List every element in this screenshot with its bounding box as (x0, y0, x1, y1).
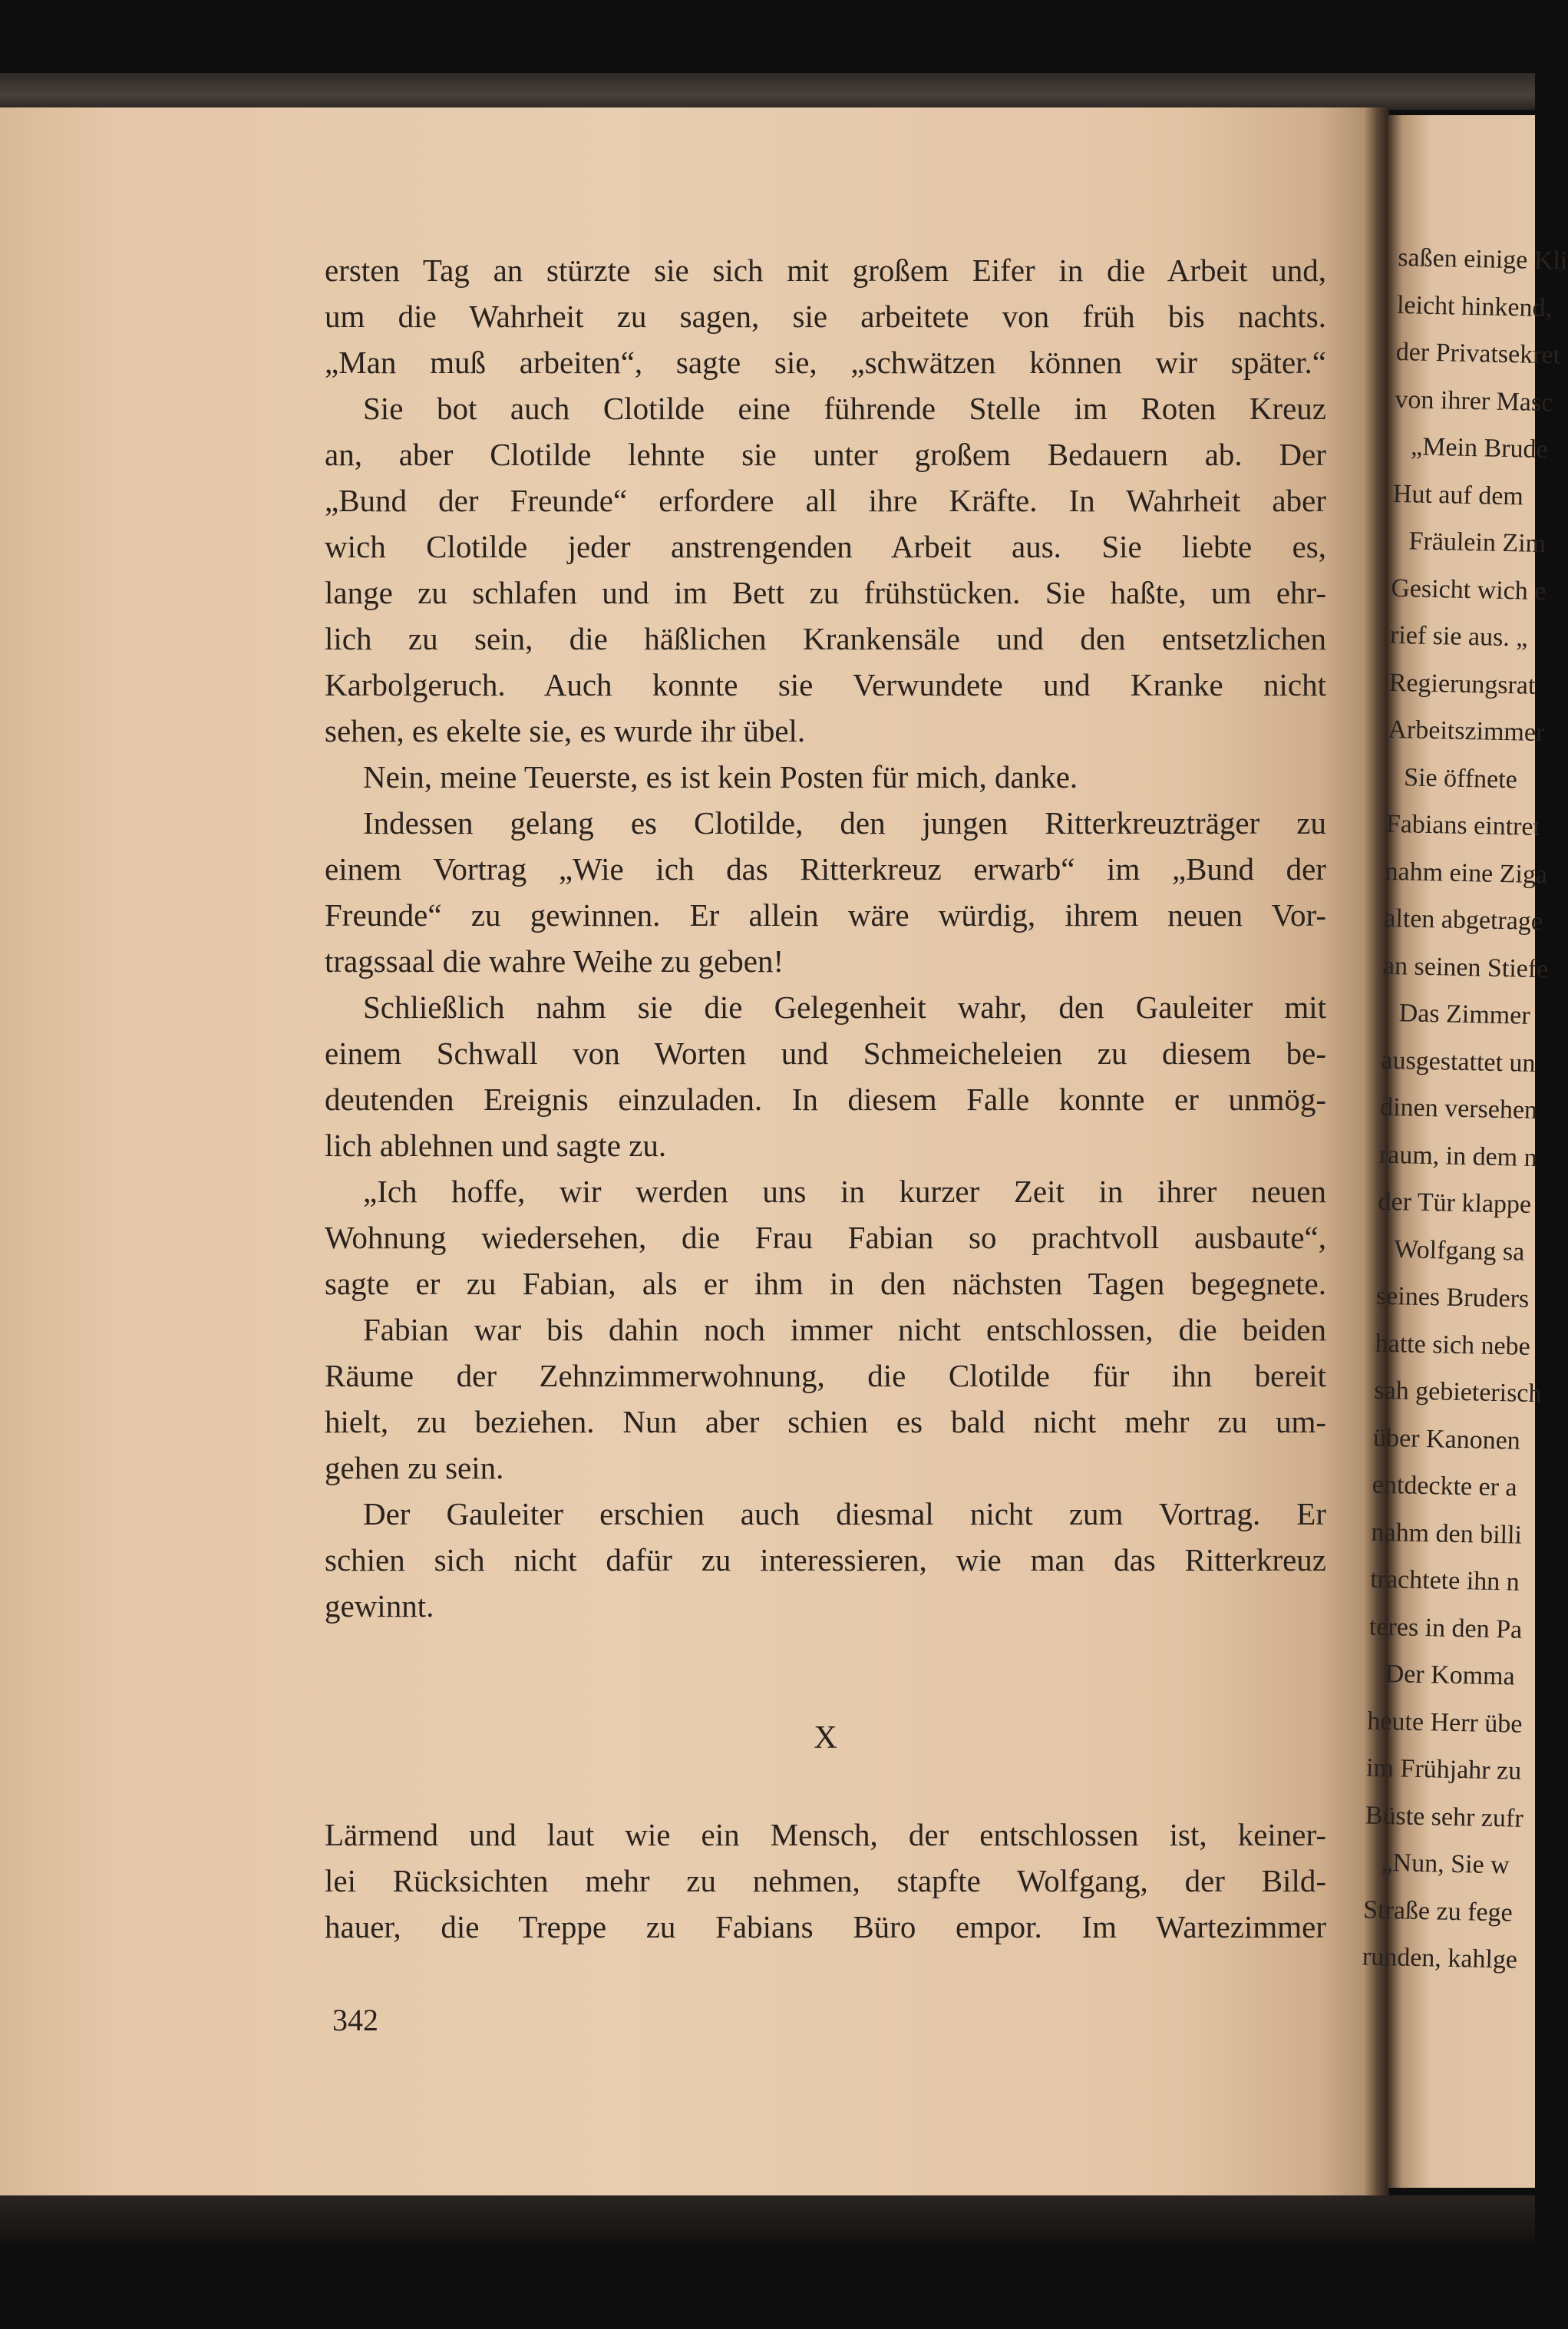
right-page-text-line: der Privatsekret (1395, 337, 1561, 370)
text-line: einem Vortrag „Wie ich das Ritterkreuz erwarb“ im „Bund der (325, 851, 1326, 887)
right-page-text-line: Hut auf dem (1392, 479, 1524, 510)
right-page-text-line: alten abgetrage (1383, 904, 1543, 937)
text-line: lich ablehnen und sagte zu. (325, 1128, 667, 1163)
text-line: Wohnung wiedersehen, die Frau Fabian so prachtvoll ausbaute“, (325, 1220, 1326, 1255)
right-page-text-line: Das Zimmer (1398, 999, 1531, 1030)
text-line: Nein, meine Teuerste, es ist kein Posten für mich, danke. (363, 759, 1078, 795)
text-line: Karbolgeruch. Auch konnte sie Verwundete und Kranke nicht (325, 667, 1326, 702)
text-line: lange zu schlafen und im Bett zu frühstücken. Sie haßte, um ehr- (325, 575, 1326, 610)
right-page-text-line: Sie öffnete (1403, 762, 1518, 794)
text-line: sagte er zu Fabian, als er ihm in den nächsten Tagen begegnete. (325, 1266, 1326, 1301)
right-page-text-line: Arbeitszimmer (1388, 715, 1545, 748)
text-line: sehen, es ekelte sie, es wurde ihr übel. (325, 713, 806, 748)
right-page-text-line: dinen versehen (1379, 1092, 1538, 1125)
right-page-text-line: raum, in dem n (1378, 1140, 1538, 1172)
text-line: lich zu sein, die häßlichen Krankensäle und den entsetzlichen (325, 621, 1326, 656)
text-line: hielt, zu beziehen. Nun aber schien es bald nicht mehr zu um- (325, 1404, 1326, 1439)
right-page-text-line: rief sie aus. „ (1389, 620, 1528, 652)
text-line: Lärmend und laut wie ein Mensch, der entschlossen ist, keiner- (325, 1817, 1326, 1852)
right-page-text-line: über Kanonen (1372, 1423, 1521, 1455)
text-line: Indessen gelang es Clotilde, den jungen Ritterkreuzträger zu (363, 805, 1326, 841)
text-line: „Man muß arbeiten“, sagte sie, „schwätzen können wir später.“ (325, 345, 1326, 380)
right-page-text-line: „Nun, Sie w (1381, 1848, 1510, 1880)
book-cover-top-edge (0, 73, 1535, 110)
text-line: ersten Tag an stürzte sie sich mit großem Eifer in die Arbeit und, (325, 253, 1326, 288)
text-line: „Bund der Freunde“ erfordere all ihre Kräfte. In Wahrheit aber (325, 483, 1326, 518)
text-line: Schließlich nahm sie die Gelegenheit wahr, den Gauleiter mit (363, 989, 1326, 1025)
right-page-text-line: heute Herr übe (1367, 1706, 1523, 1739)
right-page-text-line: nahm eine Ziga (1385, 857, 1548, 889)
right-page-text-line: hatte sich nebe (1375, 1329, 1531, 1361)
text-line: deutenden Ereignis einzuladen. In diesem Falle konnte er unmög- (325, 1082, 1326, 1117)
body-text-block (325, 247, 1326, 1629)
text-line: Sie bot auch Clotilde eine führende Stelle im Roten Kreuz (363, 391, 1326, 426)
right-page-text-line: teres in den Pa (1368, 1612, 1523, 1644)
text-line: „Ich hoffe, wir werden uns in kurzer Zeit in ihrer neuen (363, 1174, 1326, 1209)
text-line: Fabian war bis dahin noch immer nicht entschlossen, die beiden (363, 1312, 1326, 1347)
right-page-text-line: sah gebieterisch (1374, 1376, 1542, 1409)
text-line: schien sich nicht dafür zu interessieren, wie man das Ritterkreuz (325, 1542, 1326, 1577)
text-line: tragssaal die wahre Weihe zu geben! (325, 943, 784, 979)
right-page-text-line: Büste sehr zufr (1365, 1801, 1524, 1833)
text-line: an, aber Clotilde lehnte sie unter großem Bedauern ab. Der (325, 437, 1326, 472)
right-page-text-line: Straße zu fege (1362, 1895, 1514, 1928)
right-page-text-line: Wolfgang sa (1393, 1234, 1525, 1267)
right-page-text-line: „Mein Brude (1410, 432, 1549, 464)
text-line: lei Rücksichten mehr zu nehmen, stapfte Wolfgang, der Bild- (325, 1863, 1326, 1898)
text-line: Räume der Zehnzimmerwohnung, die Clotilde für ihn bereit (325, 1358, 1326, 1393)
page-number: 342 (332, 2003, 378, 2037)
right-page-text-line: nahm den billi (1371, 1518, 1523, 1550)
right-page-text-line: an seinen Stiefe (1382, 951, 1549, 983)
text-line: um die Wahrheit zu sagen, sie arbeitete von früh bis nachts. (325, 299, 1326, 334)
right-page-text-line: seines Bruders (1375, 1281, 1530, 1313)
right-page-text-line: Fräulein Zim (1408, 527, 1547, 559)
right-page-text-line: von ihrer Masc (1395, 385, 1553, 417)
right-page-text-line: ausgestattet un (1381, 1046, 1536, 1078)
text-line: Freunde“ zu gewinnen. Er allein wäre würdig, ihrem neuen Vor- (325, 897, 1326, 933)
right-page-text-line: Fabians eintret (1385, 809, 1541, 842)
body-text-block-chapter-x (325, 1812, 1326, 1950)
text-line: einem Schwall von Worten und Schmeicheleien zu diesem be- (325, 1036, 1326, 1071)
chapter-heading: X (814, 1720, 837, 1756)
text-line: Der Gauleiter erschien auch diesmal nicht zum Vortrag. Er (363, 1496, 1326, 1531)
right-page-text-line: trachtete ihn n (1369, 1564, 1520, 1597)
right-page-text-line: runden, kahlge (1362, 1942, 1518, 1974)
right-page-text-line: im Frühjahr zu (1365, 1753, 1522, 1786)
right-page-text-line: der Tür klappe (1378, 1187, 1532, 1219)
text-line: gehen zu sein. (325, 1450, 504, 1485)
right-page-text-line: saßen einige Kli (1397, 243, 1568, 276)
book-cover-bottom-edge (0, 2195, 1535, 2241)
right-page-text-line: Gesicht wich e (1390, 573, 1547, 606)
right-page-text-line: entdeckte er a (1372, 1470, 1517, 1502)
text-line: wich Clotilde jeder anstrengenden Arbeit aus. Sie liebte es, (325, 529, 1326, 564)
text-line: gewinnt. (325, 1588, 434, 1624)
right-page-text-line: leicht hinkend, (1396, 290, 1553, 322)
right-page-text-line: Der Komma (1385, 1660, 1516, 1691)
right-page-text-line: Regierungsrat (1388, 668, 1536, 700)
text-line: hauer, die Treppe zu Fabians Büro empor. Im Wartezimmer (325, 1909, 1326, 1944)
